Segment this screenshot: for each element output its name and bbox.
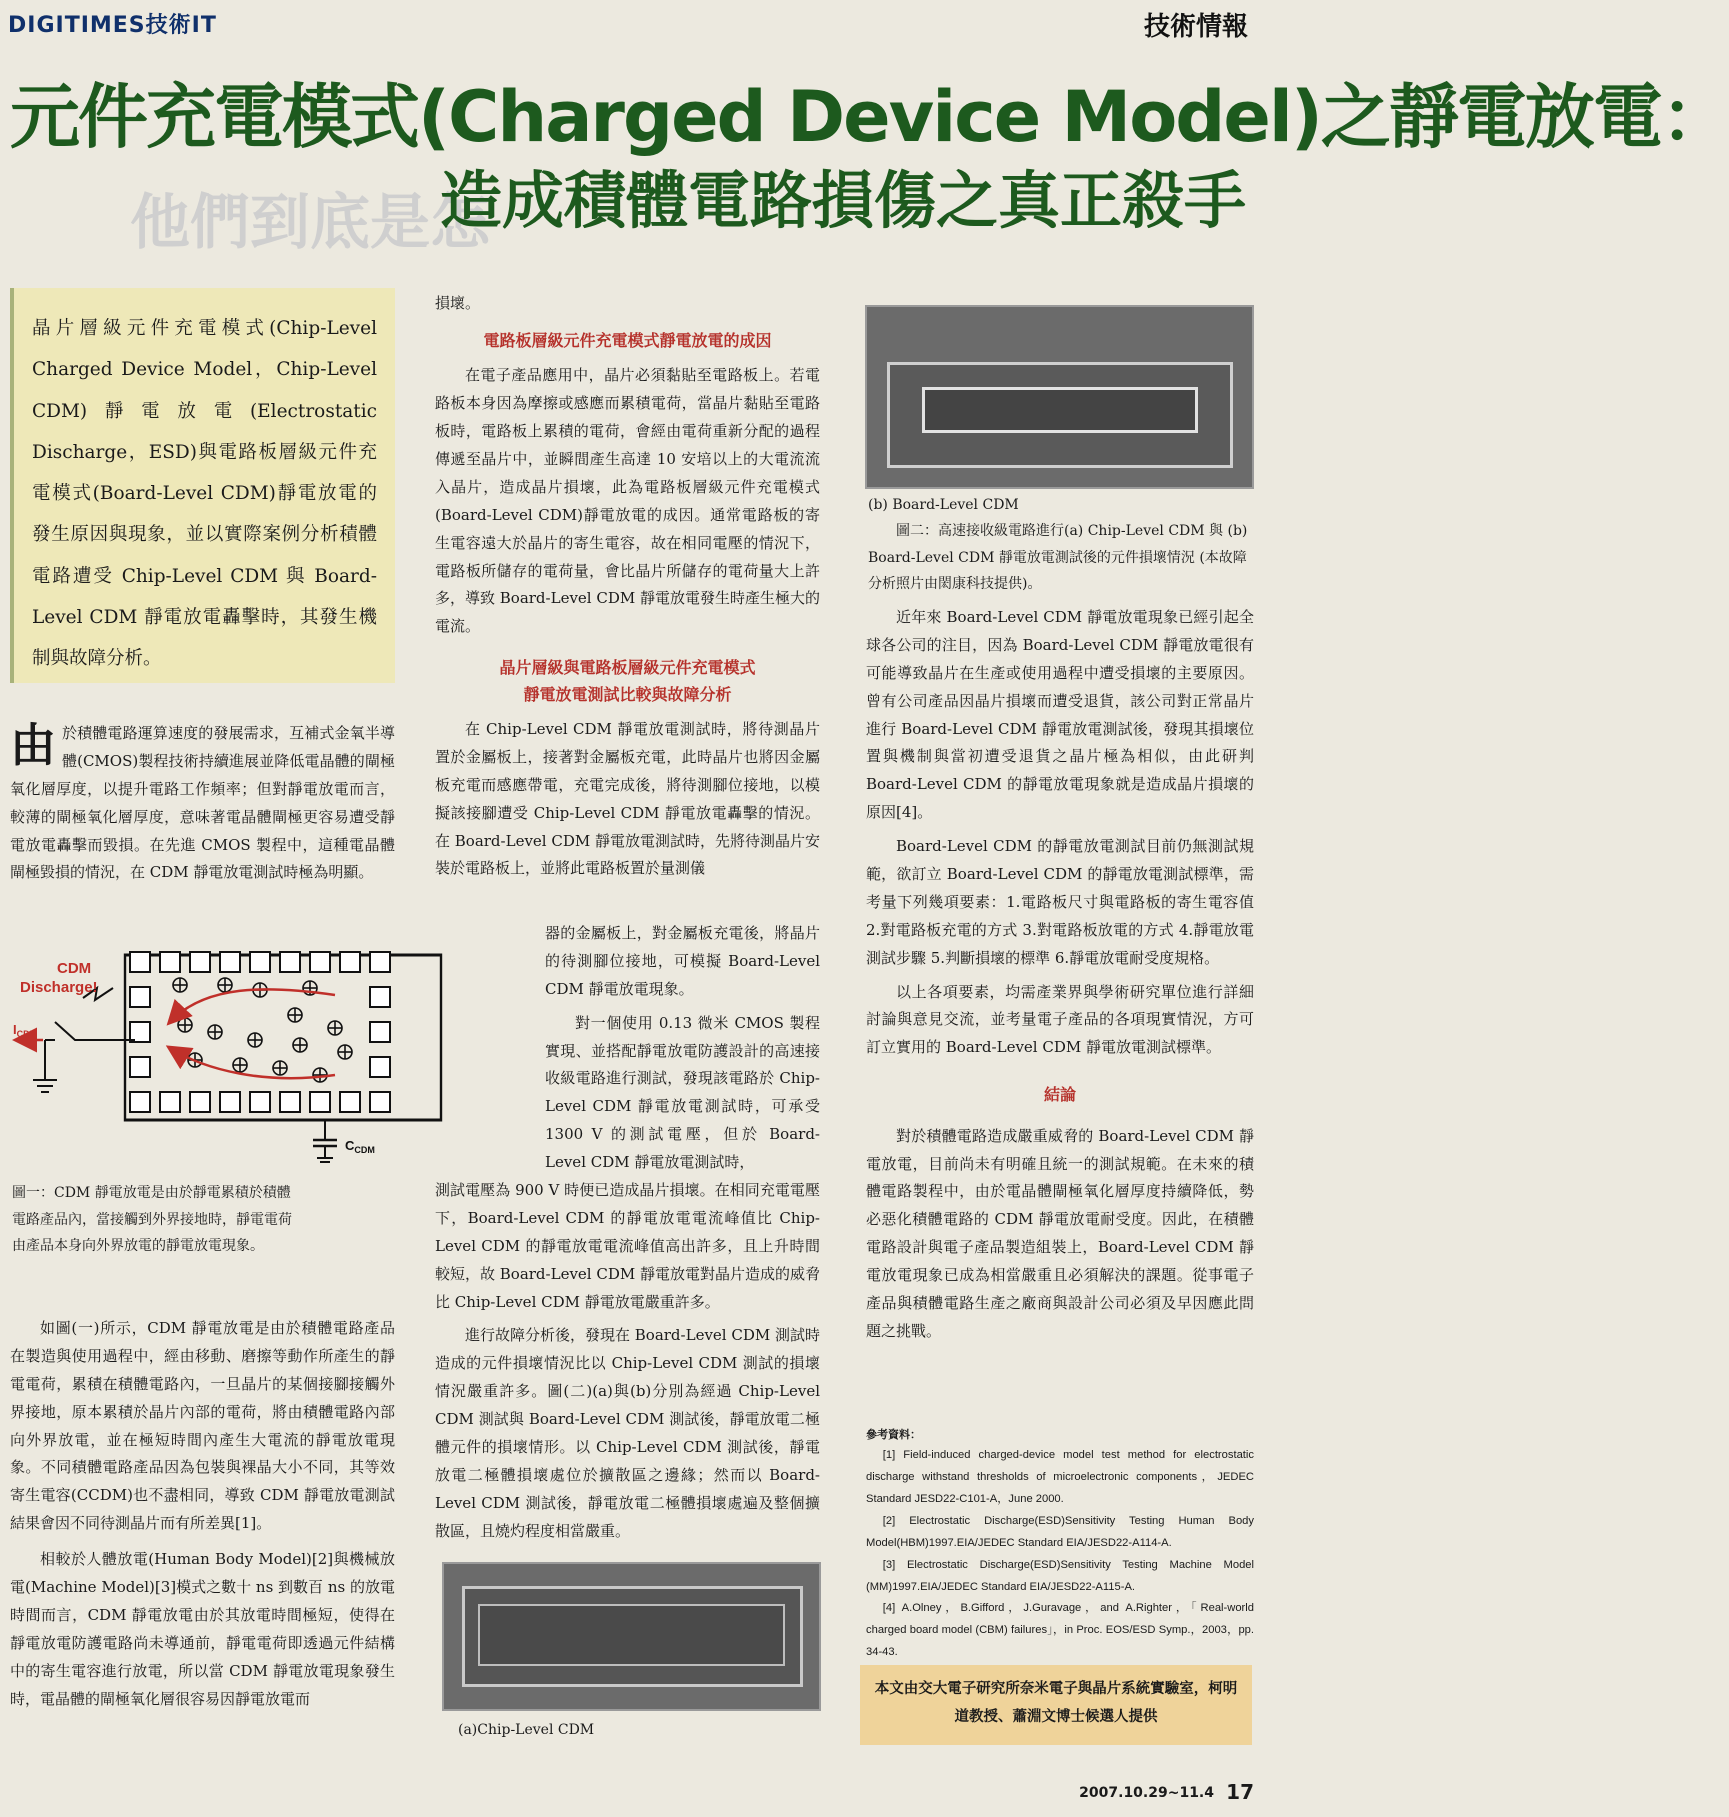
positive-charge-icon (248, 1033, 262, 1047)
discharge-label-1: CDM (57, 960, 92, 977)
chip-pad (220, 952, 240, 972)
author-credit-box: 本文由交大電子研究所奈米電子與晶片系統實驗室，柯明道教授、蕭淵文博士候選人提供 (860, 1665, 1252, 1745)
positive-charge-icon (328, 1021, 342, 1035)
article-title-line1: 元件充電模式(Charged Device Model)之靜電放電： (10, 76, 1729, 158)
switch-wire (55, 1022, 135, 1040)
column2-body (435, 1177, 820, 1546)
paragraph: 器的金屬板上，對金屬板充電後，將晶片的待測腳位接地，可模擬 Board-Level CDM 靜電放電現象。 (545, 924, 820, 998)
chip-pad (250, 1092, 270, 1112)
paragraph: 測試電壓為 900 V 時便已造成晶片損壞。在相同充電電壓下，Board-Level CDM 的靜電放電電流峰值比 Chip-Level CDM 的靜電放電電流峰值高出許多，且上升時間較短，故 Board-Level CDM 靜電放電對晶片造成的威脅比 Chip-Level CDM 靜電放電嚴重許多。 (435, 1181, 820, 1311)
chip-pad (130, 987, 150, 1007)
subheading-1: 電路板層級元件充電模式靜電放電的成因 (483, 330, 772, 350)
section-title: 技術情報 (1143, 12, 1248, 42)
positive-charge-icon (178, 1018, 192, 1032)
references-heading: 參考資料： (866, 1428, 921, 1441)
figure1-diagram (5, 940, 405, 1170)
positive-charge-icon (208, 1025, 222, 1039)
positive-charge-icon (173, 978, 187, 992)
reference-item: [1] Field-induced charged-device model test method for electrostatic discharge withstand thresholds of microelectronic components，JEDEC Standard JESD22-C101-A，June 2000. (866, 1449, 1254, 1506)
failure-photo-a (442, 1562, 821, 1711)
paragraph: 如圖(一)所示，CDM 靜電放電是由於積體電路產品在製造與使用過程中，經由移動、磨擦等動作所產生的靜電電荷，累積在積體電路內，一旦晶片的某個接腳接觸外界接地，原本累積於晶片內部的電荷，將由積體電路內部向外界放電，並在極短時間內產生大電流的靜電放電現象。不同積體電路產品因為包裝與裸晶大小不同，其等效寄生電容(CCDM)也不盡相同，導致 CDM 靜電放電測試結果會因不同待測晶片而有所差異[1]。 (10, 1319, 395, 1533)
positive-charge-icon (293, 1038, 307, 1052)
article-title-line2: 造成積體電路損傷之真正殺手 (439, 164, 1246, 237)
chip-pad (370, 1057, 390, 1077)
paragraph: 進行故障分析後，發現在 Board-Level CDM 測試時造成的元件損壞情況比以 Chip-Level CDM 測試的損壞情況嚴重許多。圖(二)(a)與(b)分別為經過 Chip-Level CDM 測試與 Board-Level CDM 測試後，靜電放電二極體元件的損壞情形。以 Chip-Level CDM 測試後，靜電放電二極體損壞處位於擴散區之邊緣；然而以 Board-Level CDM 測試後，靜電放電二極體損壞處遍及整個擴散區，且燒灼程度相當嚴重。 (435, 1326, 820, 1540)
chip-pad (280, 1092, 300, 1112)
column3-body (866, 604, 1254, 1346)
column1-intro (10, 720, 395, 887)
positive-charge-icon (288, 1008, 302, 1022)
reference-item: [3] Electrostatic Discharge(ESD)Sensitivity Testing Machine Model (MM)1997.EIA/JEDEC Standard EIA/JESD22-A115-A. (866, 1558, 1254, 1593)
paragraph: 在電子產品應用中，晶片必須黏貼至電路板上。若電路板本身因為摩擦或感應而累積電荷，當晶片黏貼至電路板時，電路板上累積的電荷，會經由電荷重新分配的過程傳遞至晶片中，並瞬間產生高達 10 安培以上的大電流流入晶片，造成晶片損壞，此為電路板層級元件充電模式(Board-Level CDM)靜電放電的成因。通常電路板的寄生電容遠大於晶片的寄生電容，故在相同電壓的情況下，電路板所儲存的電荷量，會比晶片所儲存的電荷量大上許多，導致 Board-Level CDM 靜電放電發生時產生極大的電流。 (435, 366, 820, 636)
photo-b-caption: (b) Board-Level CDM (868, 497, 1019, 513)
chip-pad (370, 1022, 390, 1042)
chip-pad (160, 952, 180, 972)
column2-narrow (545, 920, 820, 1177)
column2-top (435, 290, 820, 883)
paragraph: Board-Level CDM 的靜電放電測試目前仍無測試規範，欲訂立 Board-Level CDM 的靜電放電測試標準，需考量下列幾項要素：1.電路板尺寸與電路板的寄生電容值 2.對電路板充電的方式 3.對電路板放電的方式 4.靜電放電測試步驟 5.判斷損壞的標準 6.靜電放電耐受度規格。 (866, 837, 1254, 967)
chip-pads (130, 952, 390, 1112)
figure1-caption: 圖一：CDM 靜電放電是由於靜電累積於積體電路產品內，當接觸到外界接地時，靜電電荷由產品本身向外界放電的靜電放電現象。 (12, 1185, 292, 1255)
paragraph: 對於積體電路造成嚴重威脅的 Board-Level CDM 靜電放電，目前尚未有明確且統一的測試規範。在未來的積體電路製程中，由於電晶體閘極氧化層厚度持續降低，勢必惡化積體電路的 CDM 靜電放電耐受度。因此，在積體電路設計與電子產品製造組裝上，Board-Level CDM 靜電放電現象已成為相當嚴重且必須解決的課題。從事電子產品與積體電路生產之廠商與設計公司必須及早因應此問題之挑戰。 (866, 1126, 1254, 1340)
chip-pad (130, 1057, 150, 1077)
reference-item: [4] A.Olney，B.Gifford，J.Guravage，and A.Righter，「Real-world charged board model (CBM) failures」，in Proc. EOS/ESD Symp.，2003，pp. 34-43. (866, 1602, 1254, 1659)
figure2-caption: 圖二：高速接收級電路進行(a) Chip-Level CDM 與 (b) Board-Level CDM 靜電放電測試後的元件損壞情況 (本故障分析照片由閎康科技提供)。 (868, 523, 1248, 593)
positive-charge-icon (273, 1061, 287, 1075)
chip-pad (190, 1092, 210, 1112)
chip-pad (280, 952, 300, 972)
chip-pad (370, 952, 390, 972)
positive-charge-icon (233, 1058, 247, 1072)
paragraph: 對一個使用 0.13 微米 CMOS 製程實現、並搭配靜電放電防護設計的高速接收級電路進行測試，發現該電路於 Chip-Level CDM 靜電放電測試時，可承受 1300 V 的測試電壓，但於 Board-Level CDM 靜電放電測試時， (545, 1013, 820, 1172)
chip-pad (370, 987, 390, 1007)
discharge-label-2: Discharge! (20, 979, 98, 996)
chip-pad (370, 1092, 390, 1112)
chip-pad (310, 952, 330, 972)
reference-item: [2] Electrostatic Discharge(ESD)Sensitivity Testing Human Body Model(HBM)1997.EIA/JEDEC Standard EIA/JESD22-A114-A. (866, 1514, 1254, 1549)
i-cdm-label: $I_{CDM}$ (13, 1022, 38, 1039)
cdm-discharge-diagram (5, 940, 405, 1170)
conclusion-heading: 結論 (1043, 1085, 1076, 1105)
chip-pad (340, 1092, 360, 1112)
failure-photo-b (865, 305, 1254, 489)
chip-pad (220, 1092, 240, 1112)
c-cdm-label: $C_{CDM}$ (345, 1138, 375, 1155)
chip-pad (130, 1092, 150, 1112)
photo-a-caption: (a)Chip-Level CDM (458, 1722, 595, 1738)
issue-date: 2007.10.29~11.4 (1079, 1785, 1214, 1801)
chip-pad (160, 1092, 180, 1112)
paragraph-continued: 損壞。 (435, 294, 481, 312)
chip-pad (250, 952, 270, 972)
column1-body (10, 1315, 395, 1713)
paragraph: 近年來 Board-Level CDM 靜電放電現象已經引起全球各公司的注目，因為 Board-Level CDM 靜電放電很有可能導致晶片在生產或使用過程中遭受損壞的主要原因。曾有公司產品因晶片損壞而遭受退貨，該公司對正常晶片進行 Board-Level CDM 靜電放電測試後，發現其損壞位置與機制與當初遭受退貨之晶片極為相似，由此研判 Board-Level CDM 的靜電放電現象就是造成晶片損壞的原因[4]。 (866, 608, 1254, 822)
chip-pad (310, 1092, 330, 1112)
drop-cap: 由 (10, 718, 56, 772)
paragraph: 在 Chip-Level CDM 靜電放電測試時，將待測晶片置於金屬板上，接著對金屬板充電，此時晶片也將因金屬板充電而感應帶電，充電完成後，將待測腳位接地，以模擬該接腳遭受 Chip-Level CDM 靜電放電轟擊的情況。在 Board-Level CDM 靜電放電測試時，先將待測晶片安裝於電路板上，並將此電路板置於量測儀 (435, 719, 820, 878)
positive-charge-icon (313, 1068, 327, 1082)
chip-pad (190, 952, 210, 972)
chip-pad (130, 952, 150, 972)
abstract-box: 晶片層級元件充電模式(Chip-Level Charged Device Model，Chip-Level CDM)靜電放電(Electrostatic Discharge，ESD)與電路板層級元件充電模式(Board-Level CDM)靜電放電的發生原因與現象，並以實際案例分析積體電路遭受 Chip-Level CDM 與 Board-Level CDM 靜電放電轟擊時，其發生機制與故障分析。 (10, 288, 395, 683)
positive-charge-icon (338, 1045, 352, 1059)
header-logo: DIGITIMES技術IT (8, 13, 217, 38)
paragraph: 相較於人體放電(Human Body Model)[2]與機械放電(Machine Model)[3]模式之數十 ns 到數百 ns 的放電時間而言，CDM 靜電放電由於其放電時間極短，使得在靜電放電防護電路尚未導通前，靜電電荷即透過元件結構中的寄生電容進行放電，所以當 CDM 靜電放電現象發生時，電晶體的閘極氧化層很容易因靜電放電而 (10, 1550, 395, 1708)
chip-pad (340, 952, 360, 972)
intro-text: 於積體電路運算速度的發展需求，互補式金氧半導體(CMOS)製程技術持續進展並降低電晶體的閘極氧化層厚度，以提升電路工作頻率；但對靜電放電而言，較薄的閘極氧化層厚度，意味著電晶體閘極更容易遭受靜電放電轟擊而毀損。在先進 CMOS 製程中，這種電晶體閘極毀損的情況，在 CDM 靜電放電測試時極為明顯。 (10, 724, 395, 882)
references (866, 1424, 1254, 1664)
background-ghost-text: 他們到底是怎 (130, 188, 490, 258)
paragraph: 以上各項要素，均需產業界與學術研究單位進行詳細討論與意見交流，並考量電子產品的各項現實情況，方可訂立實用的 Board-Level CDM 靜電放電測試標準。 (866, 982, 1254, 1057)
page-number: 17 (1226, 1780, 1254, 1804)
subheading-2: 晶片層級與電路板層級元件充電模式 靜電放電測試比較與故障分析 (499, 658, 756, 704)
positive-charge-icon (218, 978, 232, 992)
